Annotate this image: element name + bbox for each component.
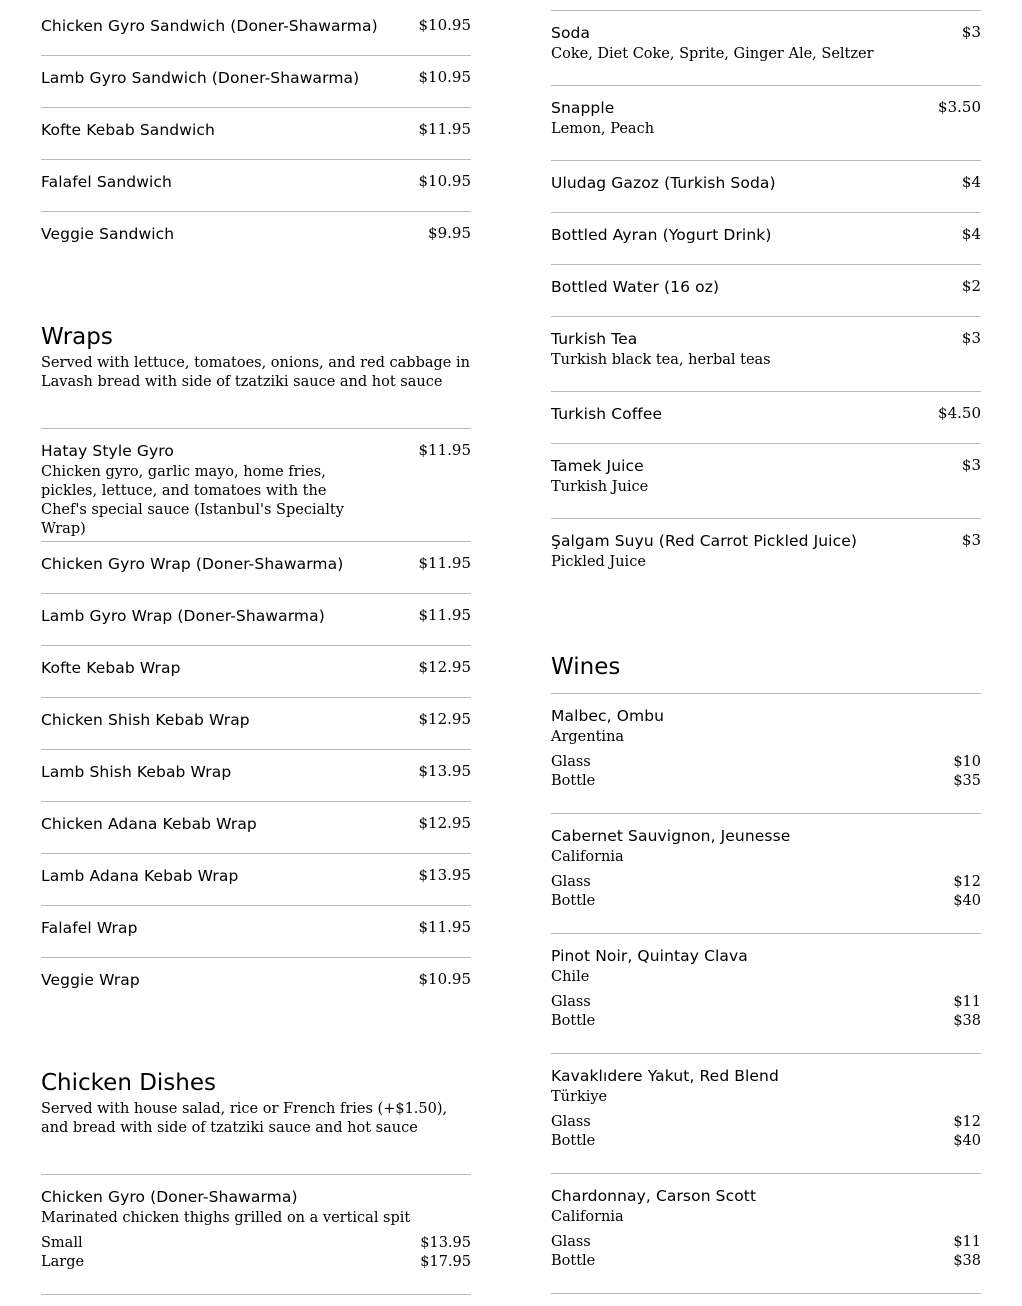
sandwich-item xyxy=(41,120,471,140)
drink-item xyxy=(551,531,981,572)
item-name: Lamb Gyro Wrap (Doner-Shawarma) xyxy=(41,607,325,625)
item-name: Chardonnay, Carson Scott xyxy=(551,1187,757,1205)
bottle-price: $40 xyxy=(953,1133,981,1149)
item-description: Chicken gyro, garlic mayo, home fries, pickles, lettuce, and tomatoes with the Chef's special sauce (Istanbul's Specialty Wrap) xyxy=(41,464,344,537)
item-name: Kofte Kebab Sandwich xyxy=(41,121,215,139)
drink-item xyxy=(551,404,981,424)
section-title: Wines xyxy=(551,654,621,680)
section-title: Wraps xyxy=(41,324,113,350)
item-price: $10.95 xyxy=(418,970,471,988)
item-description: Marinated chicken thighs grilled on a vertical spit xyxy=(41,1210,411,1226)
divider xyxy=(551,693,981,694)
divider xyxy=(551,933,981,934)
item-name: Uludag Gazoz (Turkish Soda) xyxy=(551,174,776,192)
item-price: $4.50 xyxy=(938,404,981,422)
item-price: $10.95 xyxy=(418,172,471,190)
item-name: Turkish Coffee xyxy=(551,405,663,423)
item-name: Kavaklıdere Yakut, Red Blend xyxy=(551,1067,779,1085)
wine-origin: California xyxy=(551,849,624,865)
item-name: Kofte Kebab Wrap xyxy=(41,659,181,677)
wine-origin: Türkiye xyxy=(551,1089,608,1105)
item-name: Falafel Wrap xyxy=(41,919,138,937)
item-description: Pickled Juice xyxy=(551,554,646,570)
size-label: Bottle xyxy=(551,893,596,909)
divider xyxy=(41,1294,471,1295)
size-list xyxy=(551,1113,981,1151)
wine-item xyxy=(551,1186,981,1271)
divider xyxy=(41,1174,471,1175)
bottle-price: $38 xyxy=(953,1013,981,1029)
divider xyxy=(551,1293,981,1294)
size-row xyxy=(551,1252,981,1271)
drink-item xyxy=(551,277,981,297)
item-price: $11.95 xyxy=(418,120,471,138)
drink-item xyxy=(551,98,981,139)
divider xyxy=(41,211,471,212)
item-name: Lamb Gyro Sandwich (Doner-Shawarma) xyxy=(41,69,360,87)
size-label: Glass xyxy=(551,994,591,1010)
divider xyxy=(41,697,471,698)
glass-price: $12 xyxy=(953,874,981,890)
divider xyxy=(41,55,471,56)
wrap-item xyxy=(41,441,471,539)
divider xyxy=(551,813,981,814)
item-name: Bottled Ayran (Yogurt Drink) xyxy=(551,226,772,244)
wrap-item xyxy=(41,814,471,834)
item-price: $11.95 xyxy=(418,554,471,572)
size-row xyxy=(551,1233,981,1252)
size-row xyxy=(41,1253,471,1272)
item-name: Şalgam Suyu (Red Carrot Pickled Juice) xyxy=(551,532,857,550)
divider xyxy=(41,428,471,429)
section-subtitle: Served with lettuce, tomatoes, onions, and red cabbage in Lavash bread with side of tzatziki sauce and hot sauce xyxy=(41,355,470,390)
size-price: $17.95 xyxy=(420,1254,471,1270)
item-price: $12.95 xyxy=(418,710,471,728)
divider xyxy=(551,160,981,161)
item-name: Soda xyxy=(551,24,591,42)
divider xyxy=(41,749,471,750)
item-price: $10.95 xyxy=(418,68,471,86)
divider xyxy=(551,518,981,519)
sandwich-item xyxy=(41,16,471,36)
item-name: Snapple xyxy=(551,99,615,117)
divider xyxy=(551,1173,981,1174)
sandwich-item xyxy=(41,224,471,244)
divider xyxy=(41,957,471,958)
wine-origin: Argentina xyxy=(551,729,625,745)
item-description: Coke, Diet Coke, Sprite, Ginger Ale, Seltzer xyxy=(551,46,874,62)
item-price: $13.95 xyxy=(418,866,471,884)
item-price: $3 xyxy=(961,23,981,41)
size-price: $13.95 xyxy=(420,1235,471,1251)
size-row xyxy=(41,1234,471,1253)
item-name: Chicken Gyro (Doner-Shawarma) xyxy=(41,1188,298,1206)
chicken-item xyxy=(41,1187,471,1272)
size-label: Large xyxy=(41,1254,85,1270)
item-price: $13.95 xyxy=(418,762,471,780)
glass-price: $11 xyxy=(953,994,981,1010)
size-row xyxy=(551,753,981,772)
item-price: $11.95 xyxy=(418,918,471,936)
size-list xyxy=(551,993,981,1031)
item-description: Lemon, Peach xyxy=(551,121,655,137)
wrap-item xyxy=(41,866,471,886)
item-name: Lamb Shish Kebab Wrap xyxy=(41,763,232,781)
item-name: Veggie Wrap xyxy=(41,971,140,989)
divider xyxy=(41,541,471,542)
divider xyxy=(551,1053,981,1054)
item-name: Lamb Adana Kebab Wrap xyxy=(41,867,239,885)
size-list xyxy=(551,873,981,911)
item-name: Veggie Sandwich xyxy=(41,225,175,243)
item-price: $10.95 xyxy=(418,16,471,34)
item-name: Turkish Tea xyxy=(551,330,638,348)
size-list xyxy=(551,1233,981,1271)
divider xyxy=(551,391,981,392)
size-label: Glass xyxy=(551,874,591,890)
size-label: Bottle xyxy=(551,1253,596,1269)
glass-price: $10 xyxy=(953,754,981,770)
size-row xyxy=(551,1113,981,1132)
item-name: Chicken Gyro Wrap (Doner-Shawarma) xyxy=(41,555,344,573)
item-name: Chicken Gyro Sandwich (Doner-Shawarma) xyxy=(41,17,378,35)
wrap-item xyxy=(41,606,471,626)
divider xyxy=(41,107,471,108)
wine-item xyxy=(551,706,981,791)
wrap-item xyxy=(41,554,471,574)
item-description: Turkish black tea, herbal teas xyxy=(551,352,771,368)
item-name: Cabernet Sauvignon, Jeunesse xyxy=(551,827,791,845)
divider xyxy=(41,905,471,906)
wrap-item xyxy=(41,918,471,938)
drink-item xyxy=(551,23,981,64)
item-price: $3 xyxy=(961,329,981,347)
divider xyxy=(41,593,471,594)
glass-price: $11 xyxy=(953,1234,981,1250)
item-name: Chicken Adana Kebab Wrap xyxy=(41,815,257,833)
drink-item xyxy=(551,456,981,497)
item-name: Bottled Water (16 oz) xyxy=(551,278,720,296)
size-label: Glass xyxy=(551,1234,591,1250)
chicken-section-header xyxy=(41,1070,471,1138)
size-row xyxy=(551,993,981,1012)
item-name: Falafel Sandwich xyxy=(41,173,172,191)
divider xyxy=(551,264,981,265)
wrap-item xyxy=(41,762,471,782)
wine-origin: Chile xyxy=(551,969,590,985)
wine-origin: California xyxy=(551,1209,624,1225)
wrap-item xyxy=(41,970,471,990)
size-row xyxy=(551,1012,981,1031)
divider xyxy=(551,85,981,86)
divider xyxy=(551,316,981,317)
section-title: Chicken Dishes xyxy=(41,1070,217,1096)
size-label: Bottle xyxy=(551,1013,596,1029)
bottle-price: $35 xyxy=(953,773,981,789)
wines-section-header xyxy=(551,654,981,680)
item-price: $2 xyxy=(961,277,981,295)
size-label: Small xyxy=(41,1235,83,1251)
item-price: $4 xyxy=(961,225,981,243)
divider xyxy=(551,10,981,11)
size-label: Glass xyxy=(551,1114,591,1130)
wrap-item xyxy=(41,710,471,730)
divider xyxy=(551,443,981,444)
divider xyxy=(551,212,981,213)
size-list xyxy=(41,1234,471,1272)
wine-item xyxy=(551,946,981,1031)
wrap-item xyxy=(41,658,471,678)
drink-item xyxy=(551,173,981,193)
item-price: $11.95 xyxy=(418,606,471,624)
size-row xyxy=(551,892,981,911)
size-list xyxy=(551,753,981,791)
item-price: $11.95 xyxy=(418,441,471,459)
item-name: Pinot Noir, Quintay Clava xyxy=(551,947,748,965)
divider xyxy=(41,801,471,802)
item-price: $3.50 xyxy=(938,98,981,116)
size-label: Bottle xyxy=(551,1133,596,1149)
item-name: Chicken Shish Kebab Wrap xyxy=(41,711,250,729)
sandwich-item xyxy=(41,68,471,88)
item-price: $3 xyxy=(961,456,981,474)
divider xyxy=(41,159,471,160)
divider xyxy=(41,853,471,854)
size-row xyxy=(551,873,981,892)
wraps-section-header xyxy=(41,324,471,392)
item-name: Malbec, Ombu xyxy=(551,707,665,725)
size-row xyxy=(551,772,981,791)
drink-item xyxy=(551,329,981,370)
item-name: Tamek Juice xyxy=(551,457,644,475)
item-price: $3 xyxy=(961,531,981,549)
section-subtitle: Served with house salad, rice or French fries (+$1.50), and bread with side of tzatziki sauce and hot sauce xyxy=(41,1101,448,1136)
item-price: $4 xyxy=(961,173,981,191)
divider xyxy=(41,645,471,646)
sandwich-item xyxy=(41,172,471,192)
bottle-price: $40 xyxy=(953,893,981,909)
glass-price: $12 xyxy=(953,1114,981,1130)
size-label: Bottle xyxy=(551,773,596,789)
size-label: Glass xyxy=(551,754,591,770)
drink-item xyxy=(551,225,981,245)
bottle-price: $38 xyxy=(953,1253,981,1269)
size-row xyxy=(551,1132,981,1151)
wine-item xyxy=(551,1066,981,1151)
wine-item xyxy=(551,826,981,911)
item-name: Hatay Style Gyro xyxy=(41,442,174,460)
item-description: Turkish Juice xyxy=(551,479,649,495)
item-price: $12.95 xyxy=(418,814,471,832)
item-price: $9.95 xyxy=(428,224,471,242)
item-price: $12.95 xyxy=(418,658,471,676)
